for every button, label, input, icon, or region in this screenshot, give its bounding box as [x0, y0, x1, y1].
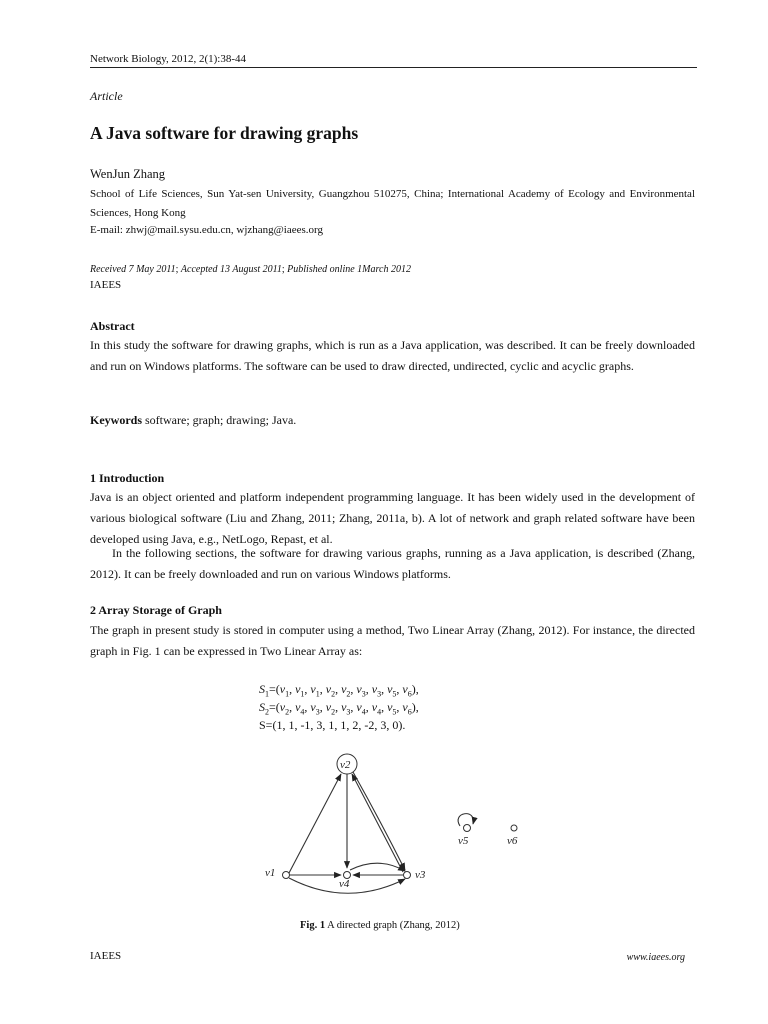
section-2-heading: 2 Array Storage of Graph — [90, 603, 222, 617]
edge-v4-v3 — [350, 863, 405, 871]
edge-v1-v2 — [289, 774, 341, 873]
node-v3 — [404, 872, 411, 879]
label-v6: v6 — [507, 835, 518, 847]
label-v4: v4 — [339, 878, 350, 890]
node-v1 — [283, 872, 290, 879]
publication-dates — [90, 264, 411, 275]
date-separator: ; — [281, 264, 288, 275]
keywords-label: Keywords — [90, 413, 142, 427]
directed-graph-figure — [255, 752, 535, 902]
edge-v2-v3 — [353, 772, 405, 870]
received-date: Received 7 May 2011 — [90, 264, 176, 275]
equation-s1: $S_1=(v_1$, $v_1$, $v_1$, $v_2$, $v_2$, $v_3$, $v_3$, $v_5$, $v_6$), — [259, 682, 419, 699]
running-header: Network Biology, 2012, 2(1):38-44 — [90, 53, 247, 65]
article-type: Article — [90, 89, 123, 103]
author-affiliation: School of Life Sciences, Sun Yat-sen University, Guangzhou 510275, China; International Academy of Ecology and Environmental Sciences, Hong Kong — [90, 188, 695, 219]
caption-text: A directed graph (Zhang, 2012) — [325, 920, 460, 931]
footer-publisher: IAEES — [90, 950, 122, 962]
label-v2: v2 — [340, 759, 351, 771]
accepted-date: Accepted 13 August 2011 — [180, 264, 282, 275]
keywords-text: software; graph; drawing; Java. — [142, 413, 297, 427]
keywords — [90, 413, 296, 428]
author-name: WenJun Zhang — [90, 167, 166, 181]
paper-title: A Java software for drawing graphs — [90, 123, 359, 143]
section-2-paragraph-1: The graph in present study is stored in computer using a method, Two Linear Array (Zhang, 2012). For instance, the directed graph in Fig. 1 can be expressed in Two Linear Array as: — [90, 623, 695, 658]
label-v3: v3 — [415, 869, 426, 881]
header-rule — [90, 67, 697, 68]
publisher: IAEES — [90, 279, 122, 291]
equation-s: S=(1, 1, -1, 3, 1, 1, 2, -2, 3, 0). — [259, 718, 406, 732]
section-1-paragraph-1: Java is an object oriented and platform independent programming language. It has been widely used in the development of various biological software (Liu and Zhang, 2011; Zhang, 2011a, b). A lot of network and graph related software have been developed using Java, e.g., NetLogo, Repast, et al. — [90, 490, 695, 546]
section-1-paragraph-2: In the following sections, the software for drawing various graphs, running as a Java application, is described (Zhang, 2012). It can be freely downloaded and run on various Windows platforms. — [90, 546, 695, 581]
published-date: Published online 1March 2012 — [287, 264, 411, 275]
abstract-text: In this study the software for drawing graphs, which is run as a Java application, was described. It can be freely downloaded and run on Windows platforms. The software can be used to draw directed, undirected, cyclic and acyclic graphs. — [90, 338, 695, 373]
label-v5: v5 — [458, 835, 469, 847]
edge-v5-loop — [458, 814, 473, 826]
equation-s2: $S_2=(v_2$, $v_4$, $v_3$, $v_2$, $v_3$, $v_4$, $v_4$, $v_5$, $v_6$), — [259, 700, 419, 717]
section-1-heading: 1 Introduction — [90, 471, 165, 485]
label-v1: v1 — [265, 867, 276, 879]
node-v5 — [464, 825, 471, 832]
caption-label: Fig. 1 — [300, 920, 326, 931]
graph-edges — [289, 772, 473, 893]
abstract-heading: Abstract — [90, 319, 135, 333]
node-v6 — [511, 825, 517, 831]
footer-website: www.iaees.org — [626, 952, 685, 963]
author-email: E-mail: zhwj@mail.sysu.edu.cn, wjzhang@iaees.org — [90, 224, 323, 236]
date-separator: ; — [175, 264, 181, 275]
figure-caption — [300, 920, 460, 931]
edge-v3-v2 — [352, 774, 403, 872]
